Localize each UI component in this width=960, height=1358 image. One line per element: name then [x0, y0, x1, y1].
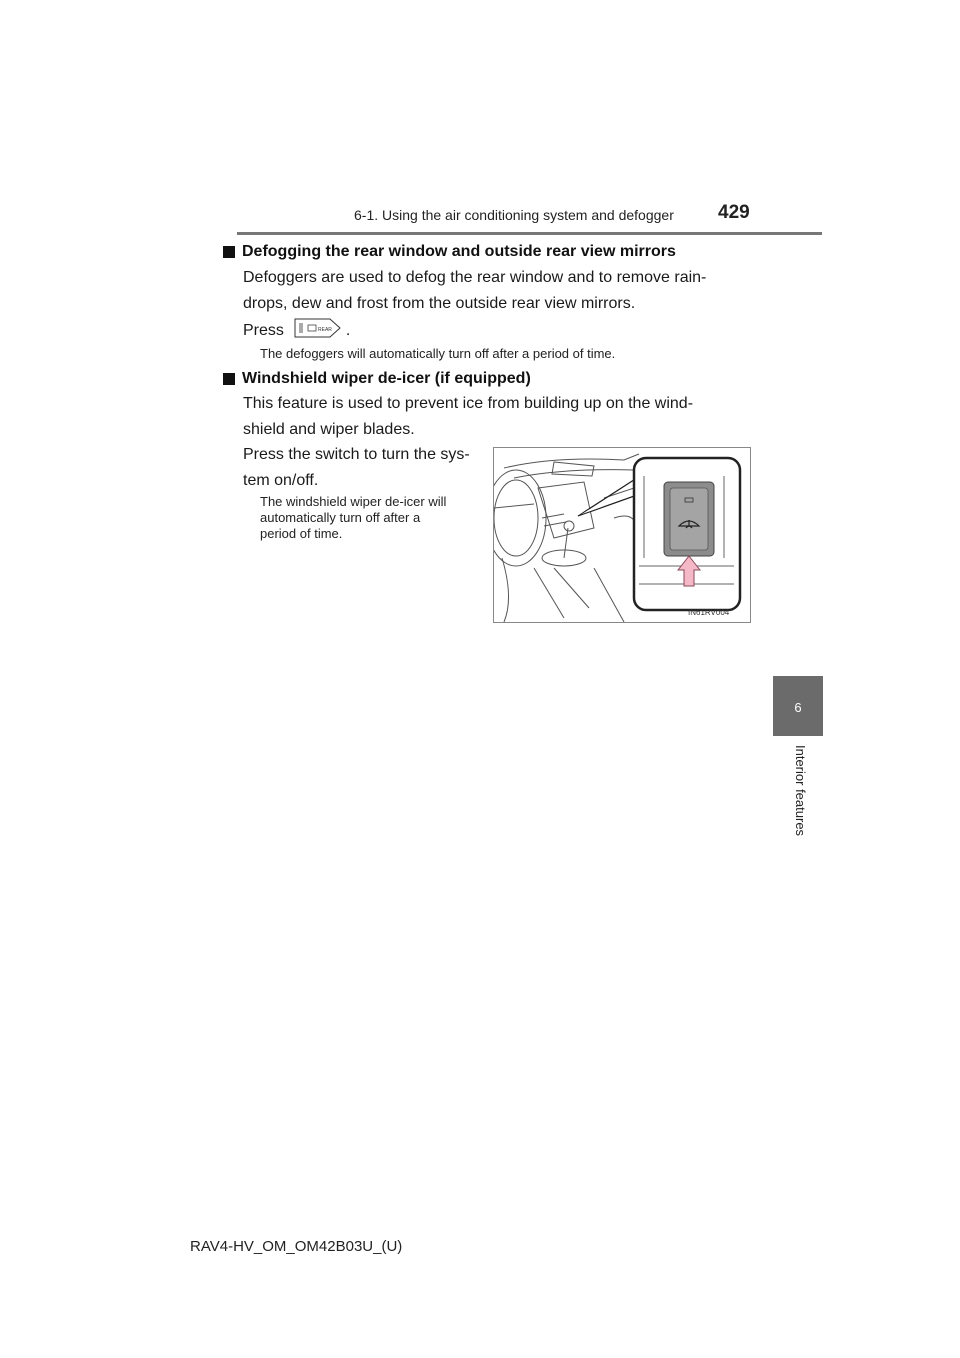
instruction-wiper-deicer — [243, 442, 483, 494]
running-header-section: 6-1. Using the air conditioning system and defogger — [354, 207, 674, 223]
rear-defogger-button-icon — [294, 318, 342, 343]
text-line: shield and wiper blades. — [243, 421, 415, 438]
illustration-dashboard-switch — [493, 447, 751, 623]
note-defoggers: The defoggers will automatically turn off after a period of time. — [260, 346, 616, 361]
button-label: REAR — [317, 327, 332, 333]
page-number: 429 — [718, 202, 750, 223]
paragraph-wiper-deicer — [243, 391, 746, 443]
note-wiper-deicer — [260, 494, 480, 542]
section-heading-wiper-deicer — [223, 370, 531, 388]
chapter-title: Interior features — [793, 745, 808, 837]
header-divider — [237, 232, 822, 235]
paragraph-defogging — [243, 265, 746, 317]
text-line: automatically turn off after a — [260, 510, 421, 525]
dashboard-illustration — [494, 448, 750, 622]
press-end: . — [345, 321, 351, 339]
press-label: Press — [243, 321, 284, 339]
text-line: Defoggers are used to defog the rear window and to remove rain- — [243, 269, 707, 286]
section-heading-defogging — [223, 243, 676, 261]
text-line: drops, dew and frost from the outside rear view mirrors. — [243, 295, 636, 312]
chapter-tab[interactable] — [773, 676, 823, 736]
text-line: period of time. — [260, 526, 343, 541]
footer-document-code: RAV4-HV_OM_OM42B03U_(U) — [190, 1238, 403, 1255]
text-line: Press the switch to turn the sys- — [243, 446, 470, 463]
press-instruction — [243, 318, 350, 343]
chapter-number: 6 — [794, 700, 802, 715]
text-line: The windshield wiper de-icer will — [260, 494, 447, 509]
text-line: This feature is used to prevent ice from building up on the wind- — [243, 395, 694, 412]
heading-text: Windshield wiper de-icer (if equipped) — [242, 370, 531, 387]
square-bullet-icon — [223, 246, 235, 258]
figure-code: IN61RV004 — [688, 608, 730, 617]
square-bullet-icon — [223, 373, 235, 385]
heading-text: Defogging the rear window and outside rear view mirrors — [242, 243, 676, 260]
text-line: tem on/off. — [243, 472, 319, 489]
